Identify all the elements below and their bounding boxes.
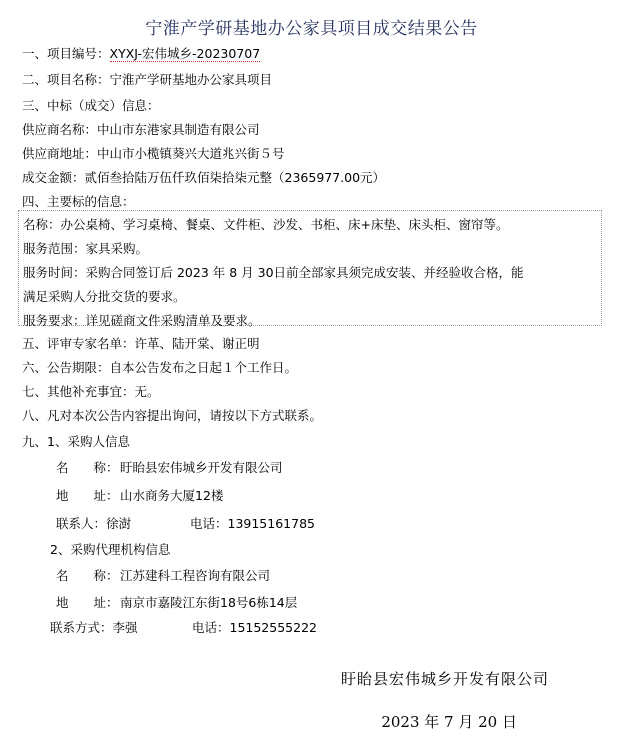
project-number-label: 一、项目编号： bbox=[22, 46, 110, 61]
buyer-name-value: 盱眙县宏伟城乡开发有限公司 bbox=[120, 460, 283, 475]
agent-info-heading: 2、采购代理机构信息 bbox=[50, 542, 171, 557]
subject-name: 名称：办公桌椅、学习桌椅、餐桌、文件柜、沙发、书柜、床+床垫、床头柜、窗帘等。 bbox=[23, 217, 509, 232]
buyer-phone: 电话：13915161785 bbox=[190, 516, 315, 531]
buyer-address bbox=[56, 486, 223, 504]
project-number bbox=[22, 44, 260, 62]
announcement-period: 六、公告期限：自本公告发布之日起１个工作日。 bbox=[22, 360, 298, 375]
agent-name-value: 江苏建科工程咨询有限公司 bbox=[120, 568, 271, 583]
inquiry-note: 八、凡对本次公告内容提出询问，请按以下方式联系。 bbox=[22, 408, 323, 423]
service-scope: 服务范围：家具采购。 bbox=[23, 241, 149, 256]
service-time-line1: 服务时间：采购合同签订后 2023 年 8 月 30日前全部家具须完成安装、并经验收合格，能 bbox=[23, 265, 524, 280]
agent-address-value: 南京市嘉陵江东街18号6栋14层 bbox=[120, 595, 298, 610]
buyer-info-heading: 九、1、采购人信息 bbox=[22, 434, 130, 449]
date: 2023 年 7 月 20 日 bbox=[381, 713, 517, 731]
project-name: 二、项目名称：宁淮产学研基地办公家具项目 bbox=[22, 72, 273, 87]
award-info-heading: 三、中标（成交）信息： bbox=[22, 98, 160, 113]
supplier-address: 供应商地址：中山市小榄镇葵兴大道兆兴街５号 bbox=[22, 146, 285, 161]
other-matters: 七、其他补充事宜：无。 bbox=[22, 384, 160, 399]
expert-list: 五、评审专家名单：许革、陆开棠、谢正明 bbox=[22, 336, 260, 351]
buyer-name-label: 名 称： bbox=[56, 460, 119, 475]
service-time-line2: 满足采购人分批交货的要求。 bbox=[23, 289, 186, 304]
page-title: 宁淮产学研基地办公家具项目成交结果公告 bbox=[145, 19, 478, 39]
supplier-name: 供应商名称：中山市东港家具制造有限公司 bbox=[22, 122, 260, 137]
project-number-code: XYXJ-宏伟城乡-20230707 bbox=[109, 46, 261, 61]
signature: 盱眙县宏伟城乡开发有限公司 bbox=[340, 670, 549, 688]
agent-name-label: 名 称： bbox=[56, 568, 119, 583]
main-subject-heading: 四、主要标的信息： bbox=[22, 194, 135, 209]
agent-address bbox=[56, 593, 297, 611]
agent-name bbox=[56, 566, 270, 584]
buyer-address-label: 地 址： bbox=[56, 488, 119, 503]
buyer-name bbox=[56, 458, 283, 476]
buyer-address-value: 山水商务大厦12楼 bbox=[120, 488, 224, 503]
agent-contact: 联系方式：李强 bbox=[50, 620, 138, 635]
award-amount: 成交金额：贰佰叁拾陆万伍仟玖佰柒拾柒元整（2365977.00元） bbox=[22, 170, 386, 185]
service-requirement: 服务要求：详见磋商文件采购清单及要求。 bbox=[23, 313, 261, 328]
buyer-contact: 联系人：徐澍 bbox=[56, 516, 132, 531]
main-subject-box bbox=[18, 210, 602, 326]
agent-phone: 电话：15152555222 bbox=[192, 620, 317, 635]
agent-address-label: 地 址： bbox=[56, 595, 119, 610]
